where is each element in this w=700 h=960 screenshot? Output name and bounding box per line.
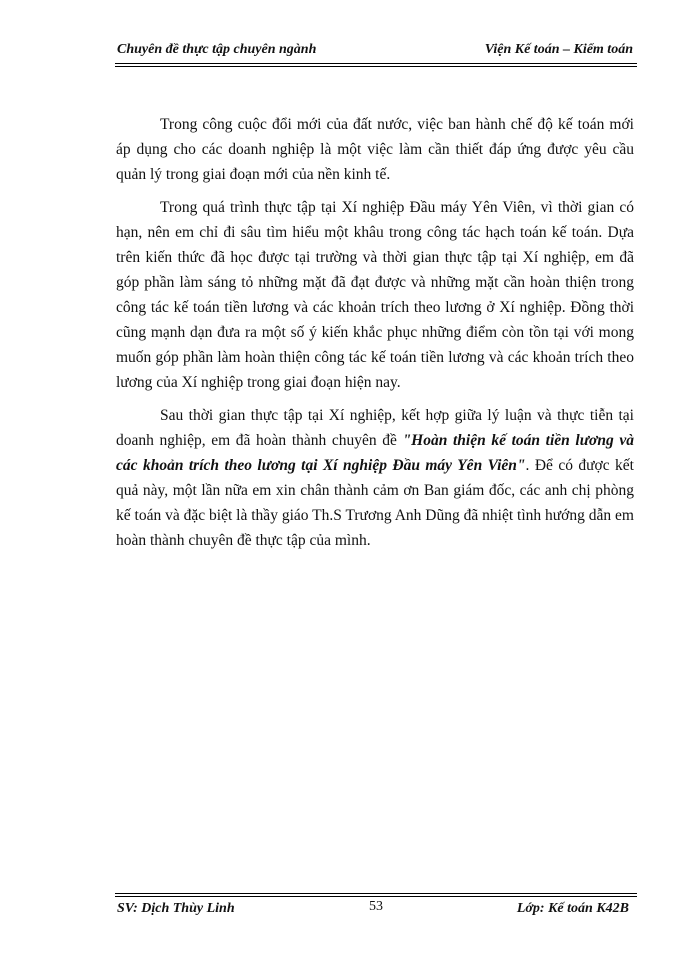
- acknowledgement-text-start: Sau thời gian thực tập tại Xí nghiệp, kết hợp giữa lý luận và thực tiễn tại doanh nghiệp, em đã hoàn thành chuyên đề: [116, 407, 634, 449]
- footer-class: Lớp: Kế toán K42B: [516, 901, 629, 916]
- page-number: 53: [369, 899, 383, 914]
- paragraph-acknowledgement: [116, 403, 634, 553]
- paragraph-intro: Trong công cuộc đổi mới của đất nước, việc ban hành chế độ kế toán mới áp dụng cho các doanh nghiệp là một việc làm cần thiết đáp ứng được yêu cầu quản lý trong giai đoạn mới của nền kinh tế.: [116, 116, 634, 183]
- thesis-title: "Hoàn thiện kế toán tiền lương và các khoản trích theo lương tại Xí nghiệp Đầu máy Yên Viên": [116, 432, 634, 474]
- header-divider: [115, 63, 637, 67]
- acknowledgement-text-end: . Để có được kết quả này, một lần nữa em xin chân thành cảm ơn Ban giám đốc, các anh chị phòng kế toán và đặc biệt là thầy giáo Th.S Trương Anh Dũng đã nhiệt tình hướng dẫn em hoàn thành chuyên đề thực tập của mình.: [116, 457, 634, 549]
- footer-divider: [115, 893, 637, 897]
- paragraph-internship: Trong quá trình thực tập tại Xí nghiệp Đầu máy Yên Viên, vì thời gian có hạn, nên em chỉ đi sâu tìm hiểu một khâu trong công tác hạch toán kế toán. Dựa trên kiến thức đã học được tại trường và thời gian thực tập tại Xí nghiệp, em đã góp phần làm sáng tỏ những mặt đã đạt được và những mặt cần hoàn thiện trong công tác kế toán tiền lương và các khoản trích theo lương ở Xí nghiệp. Đồng thời cũng mạnh dạn đưa ra một số ý kiến khắc phục những điểm còn tồn tại với mong muốn góp phần làm hoàn thiện công tác kế toán tiền lương và các khoản trích theo lương của Xí nghiệp trong giai đoạn hiện nay.: [116, 199, 634, 391]
- page-header: [115, 38, 637, 66]
- header-report-title: Chuyên đề thực tập chuyên ngành: [117, 42, 317, 57]
- footer-student-name: SV: Dịch Thùy Linh: [117, 901, 235, 916]
- page-footer: [115, 899, 637, 921]
- header-institute: Viện Kế toán – Kiểm toán: [484, 42, 633, 57]
- document-body: [116, 112, 634, 561]
